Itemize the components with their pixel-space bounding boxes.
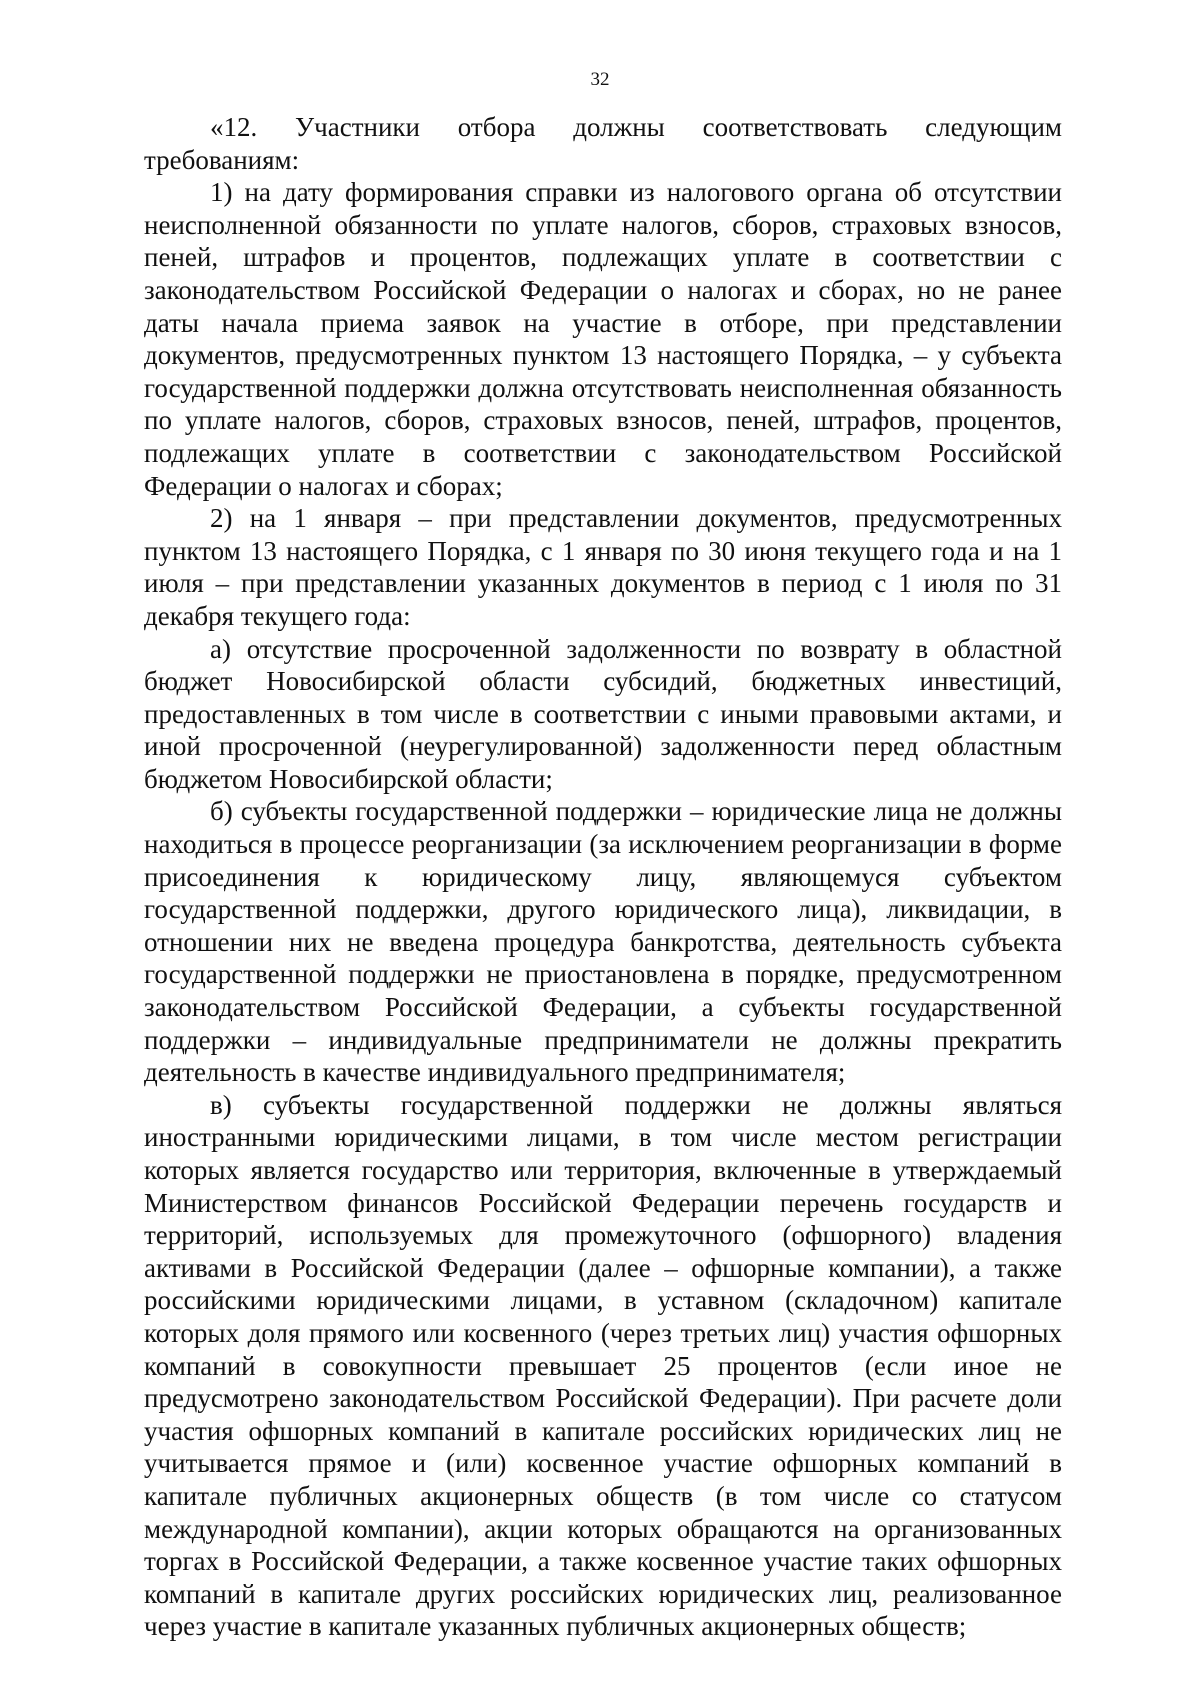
paragraph-12-intro: «12. Участники отбора должны соответствовать следующим требованиям:	[144, 112, 1062, 175]
paragraph-subitem-a: а) отсутствие просроченной задолженности по возврату в областной бюджет Новосибирской области субсидий, бюджетных инвестиций, предоставленных в том числе в соответствии с иными правовыми актами, и иной просроченной (неурегулированной) задолженности перед областным бюджетом Новосибирской области;	[144, 633, 1062, 794]
paragraph-subitem-b: б) субъекты государственной поддержки – юридические лица не должны находиться в процессе реорганизации (за исключением реорганизации в форме присоединения к юридическому лицу, являющемуся субъектом государственной поддержки, другого юридического лица), ликвидации, в отношении них не введена процедура банкротства, деятельность субъекта государственной поддержки не приостановлена в порядке, предусмотренном законодательством Российской Федерации, а субъекты государственной поддержки – индивидуальные предприниматели не должны прекратить деятельность в качестве индивидуального предпринимателя;	[144, 796, 1062, 1088]
page-number: 32	[590, 69, 610, 90]
paragraph-item-2: 2) на 1 января – при представлении документов, предусмотренных пунктом 13 настоящего Порядка, с 1 января по 30 июня текущего года и на 1 июля – при представлении указанных документов в период с 1 июля по 31 декабря текущего года:	[144, 503, 1062, 631]
paragraph-subitem-v: в) субъекты государственной поддержки не должны являться иностранными юридическими лицами, в том числе местом регистрации которых является государство или территория, включенные в утверждаемый Министерством финансов Российской Федерации перечень государств и территорий, используемых для промежуточного (офшорного) владения активами в Российской Федерации (далее – офшорные компании), а также российскими юридическими лицами, в уставном (складочном) капитале которых доля прямого или косвенного (через третьих лиц) участия офшорных компаний в совокупности превышает 25 процентов (если иное не предусмотрено законодательством Российской Федерации). При расчете доли участия офшорных компаний в капитале российских юридических лиц не учитывается прямое и (или) косвенное участие офшорных компаний в капитале публичных акционерных обществ (в том числе со статусом международной компании), акции которых обращаются на организованных торгах в Российской Федерации, а также косвенное участие таких офшорных компаний в капитале других российских юридических лиц, реализованное через участие в капитале указанных публичных акционерных обществ;	[144, 1089, 1062, 1642]
paragraph-item-1: 1) на дату формирования справки из налогового органа об отсутствии неисполненной обязанности по уплате налогов, сборов, страховых взносов, пеней, штрафов и процентов, подлежащих уплате в соответствии с законодательством Российской Федерации о налогах и сборах, но не ранее даты начала приема заявок на участие в отборе, при представлении документов, предусмотренных пунктом 13 настоящего Порядка, – у субъекта государственной поддержки должна отсутствовать неисполненная обязанность по уплате налогов, сборов, страховых взносов, пеней, штрафов, процентов, подлежащих уплате в соответствии с законодательством Российской Федерации о налогах и сборах;	[144, 177, 1062, 501]
document-body	[144, 111, 1062, 1643]
